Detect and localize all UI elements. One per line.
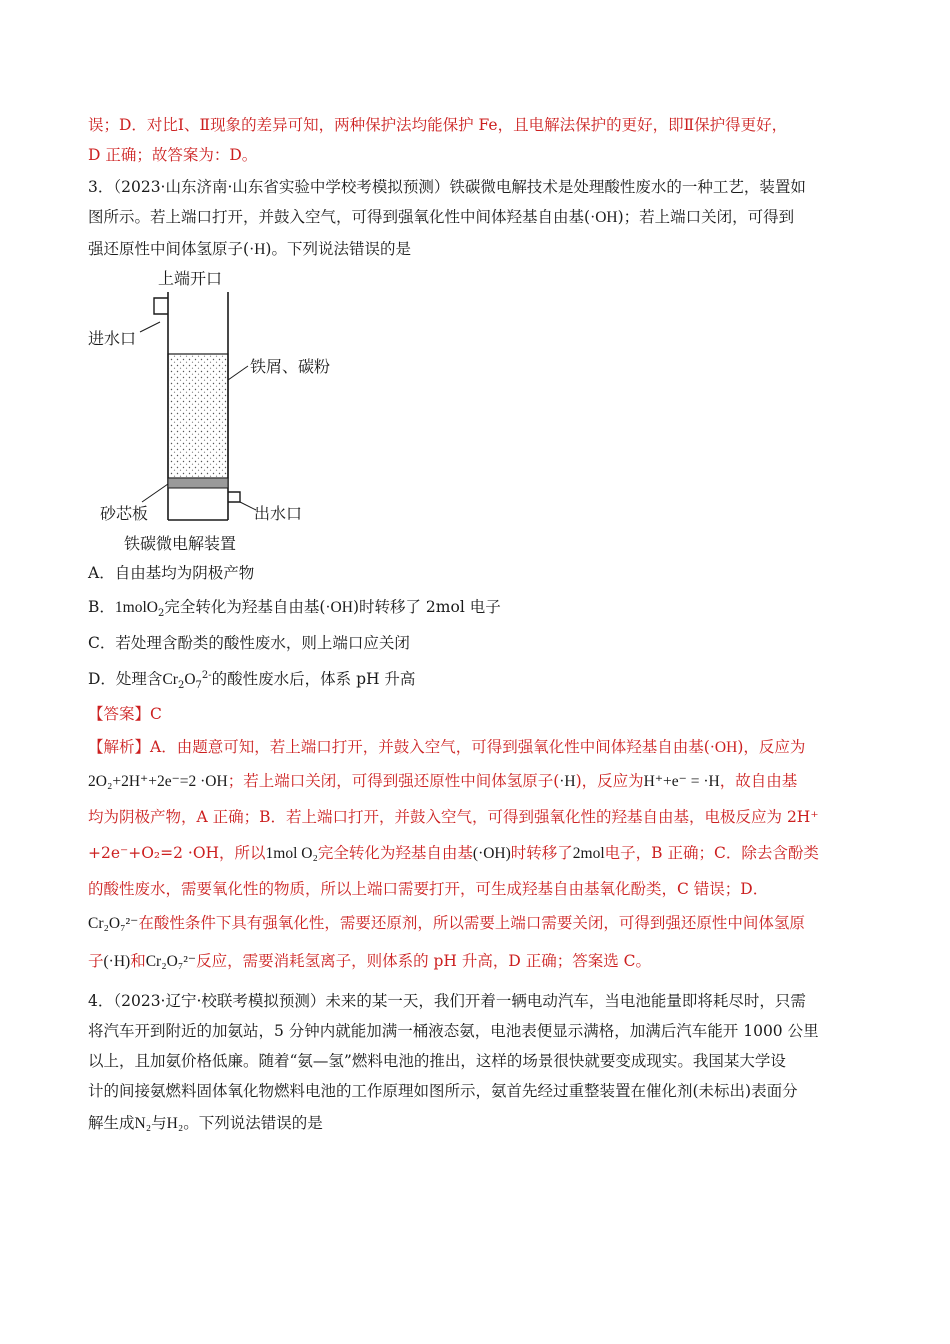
subscript-2: 2 xyxy=(157,608,165,620)
analysis-line-5: 的酸性废水，需要氧化性的物质，所以上端口需要打开，可生成羟基自由基氧化酚类，C 错误；D． xyxy=(88,880,769,898)
hydroxyl-radical-symbol: ·OH xyxy=(709,739,738,756)
q3-stem-text: )；若上端口关闭，可得到 xyxy=(617,208,795,226)
q4-stem-line-4: 计的间接氨燃料固体氧化物燃料电池的工作原理如图所示，氨首先经过重整装置在催化剂(未标出)表面分 xyxy=(88,1082,798,1100)
analysis-text: 时转移了 xyxy=(510,844,573,862)
analysis-line-4 xyxy=(88,842,878,865)
superscript-charge: 2- xyxy=(201,669,212,681)
iron-carbon-filling xyxy=(168,354,228,478)
q4-stem-text: 。下列说法错误的是 xyxy=(183,1114,323,1132)
analysis-text: 【解析】A．由题意可知，若上端口打开，并鼓入空气，可得到强氧化性中间体羟基自由基( xyxy=(88,738,710,756)
hydrogen-radical-symbol: ·H xyxy=(249,241,266,258)
analysis-text: +2e⁻+O₂=2 ·OH，所以 xyxy=(88,844,266,862)
figure-caption: 铁碳微电解装置 xyxy=(124,534,237,553)
option-d xyxy=(88,668,878,691)
option-b-letter: B． xyxy=(88,598,115,616)
q4-stem-text: 解生成 xyxy=(88,1114,135,1132)
analysis-text: 在酸性条件下具有强氧化性，需要还原剂，所以需要上端口需要关闭，可得到强还原性中间体氢原 xyxy=(138,914,805,932)
inlet-pipe xyxy=(154,298,168,314)
hydrogen-formation-equation: H⁺+e⁻ = ·H xyxy=(643,773,720,790)
dichromate-formula: Cr₂O₇²⁻ xyxy=(88,915,139,932)
q3-stem-line-2 xyxy=(88,206,878,229)
q4-stem-line-2: 将汽车开到附近的加氨站，5 分钟内就能加满一桶液态氨，电池表便显示满格，加满后汽车能开 1000 公里 xyxy=(88,1022,819,1040)
analysis-line-3: 均为阴极产物，A 正确；B．若上端口打开，并鼓入空气，可得到强氧化性的羟基自由基，电极反应为 2H⁺ xyxy=(88,808,819,826)
analysis-text: ；若上端口关闭，可得到强还原性中间体氢原子( xyxy=(227,772,560,790)
option-b-text: )时转移了 2mol 电子 xyxy=(352,598,501,616)
option-c: C．若处理含酚类的酸性废水，则上端口应关闭 xyxy=(88,634,410,652)
q4-stem-text: 与 xyxy=(151,1114,167,1132)
hydroxyl-radical-symbol: ·OH xyxy=(325,599,353,616)
top-port-label: 上端开口 xyxy=(158,269,223,288)
frit-label: 砂芯板 xyxy=(100,504,149,523)
hydroxyl-radical-symbol: (·OH) xyxy=(472,845,511,862)
q4-stem-line-5 xyxy=(88,1112,878,1135)
option-b-formula: 1molO xyxy=(114,599,158,616)
q3-stem-line-3 xyxy=(88,238,878,261)
hydrogen-radical-symbol: (·H) xyxy=(103,953,131,970)
analysis-text: 子 xyxy=(88,952,104,970)
analysis-text: 反应，需要消耗氢离子，则体系的 pH 升高，D 正确；答案选 C。 xyxy=(196,952,651,970)
analysis-text: 电子，B 正确；C．除去含酚类 xyxy=(604,844,819,862)
filling-leader-line xyxy=(228,366,248,380)
option-d-text: D．处理含 xyxy=(88,670,163,688)
option-a: A．自由基均为阴极产物 xyxy=(88,564,255,582)
q3-stem-text: 强还原性中间体氢原子( xyxy=(88,240,250,258)
answer-line: 【答案】C xyxy=(88,705,162,723)
filling-label: 铁屑、碳粉 xyxy=(250,357,331,376)
analysis-line-2 xyxy=(88,770,878,793)
nitrogen-formula: N₂ xyxy=(134,1115,152,1132)
analysis-line-1 xyxy=(88,736,878,759)
q4-stem-line-3: 以上，且加氨价格低廉。随着“氨—氢”燃料电池的推出，这样的场景很快就要变成现实。我国某大学设 xyxy=(88,1052,786,1070)
option-b xyxy=(88,596,878,619)
subscript-2: 2 xyxy=(177,680,185,692)
q3-stem-line-1: 3．（2023·山东济南·山东省实验中学校考模拟预测）铁碳微电解技术是处理酸性废水的一种工艺，装置如 xyxy=(88,178,806,196)
subscript-7: 7 xyxy=(195,680,202,692)
q4-stem-line-1: 4．（2023·辽宁·校联考模拟预测）未来的某一天，我们开着一辆电动汽车，当电池能量即将耗尽时，只需 xyxy=(88,992,806,1010)
option-b-text: 完全转化为羟基自由基( xyxy=(164,598,326,616)
q3-stem-text: )。下列说法错误的是 xyxy=(265,240,411,258)
oxygen-amount: 1mol O₂ xyxy=(265,845,318,862)
prev-answer-line-2: D 正确；故答案为：D。 xyxy=(88,146,258,164)
q3-stem-text: 图所示。若上端口打开，并鼓入空气，可得到强氧化性中间体羟基自由基( xyxy=(88,208,591,226)
dichromate-formula-cr: Cr xyxy=(162,671,178,688)
sand-core-plate xyxy=(168,478,228,488)
iron-carbon-apparatus-figure xyxy=(80,262,380,562)
analysis-line-7 xyxy=(88,950,878,973)
analysis-line-6 xyxy=(88,912,878,935)
hydroxyl-formation-equation: 2O₂+2H⁺+2e⁻=2 ·OH xyxy=(88,773,228,790)
hydroxyl-radical-symbol: ·OH xyxy=(590,209,618,226)
hydrogen-formula: H₂ xyxy=(166,1115,184,1132)
analysis-text: )，反应为 xyxy=(575,772,644,790)
analysis-text: )，反应为 xyxy=(737,738,806,756)
analysis-text: ，故自由基 xyxy=(719,772,798,790)
frit-leader-line xyxy=(142,484,168,502)
inlet-leader-line xyxy=(140,322,160,332)
hydrogen-radical-symbol: ·H xyxy=(559,773,576,790)
analysis-text: 和 xyxy=(130,952,146,970)
dichromate-formula-o: O xyxy=(184,671,196,688)
electron-amount: 2mol xyxy=(572,845,605,862)
dichromate-formula: Cr₂O₇²⁻ xyxy=(145,953,197,970)
prev-answer-line-1: 误；D．对比Ⅰ、Ⅱ现象的差异可知，两种保护法均能保护 Fe，且电解法保护的更好，即Ⅱ保护得更好， xyxy=(88,116,788,134)
option-d-text: 的酸性废水后，体系 pH 升高 xyxy=(211,670,416,688)
inlet-label: 进水口 xyxy=(88,329,137,348)
outlet-label: 出水口 xyxy=(254,504,303,523)
analysis-text: 完全转化为羟基自由基 xyxy=(317,844,473,862)
outlet-pipe xyxy=(228,492,240,502)
